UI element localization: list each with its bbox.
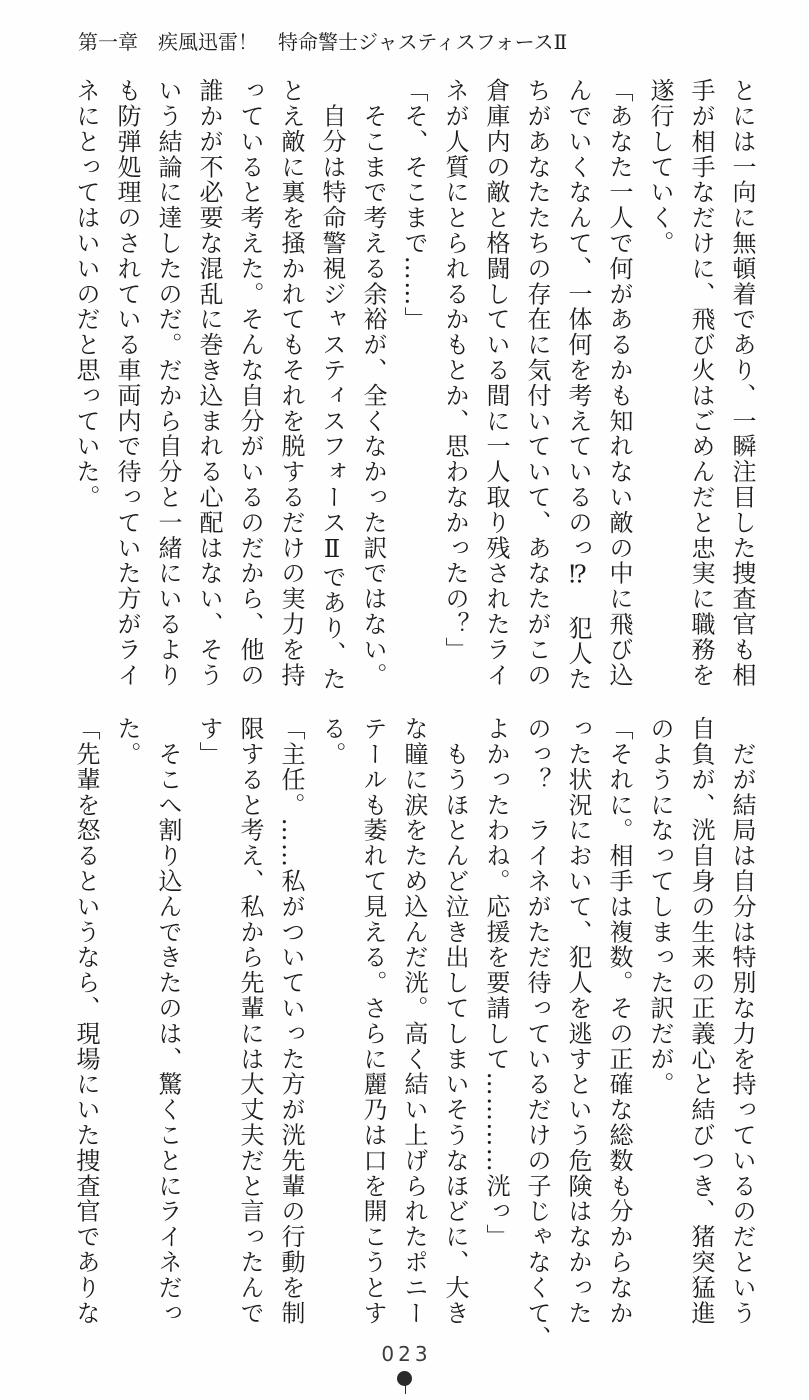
text-line: よかったわね。応援を要請して…………洸っ」 bbox=[482, 716, 510, 1250]
text-line: 「あなた一人で何があるかも知れない敵の中に飛び込 bbox=[605, 78, 633, 688]
text-line: 誰かが不必要な混乱に巻き込まれる心配はない、そう bbox=[195, 78, 223, 688]
text-line: もうほとんど泣き出してしまいそうなほどに、大き bbox=[441, 716, 469, 1326]
text-line: 手が相手なだけに、飛び火はごめんだと忠実に職務を bbox=[687, 78, 715, 688]
top-text-block bbox=[62, 78, 762, 698]
page-footer bbox=[0, 1342, 809, 1386]
text-line: のっ？ ライネがただ待っているだけの子じゃなくて、 bbox=[523, 716, 551, 1351]
text-line: 自負が、洸自身の生来の正義心と結びつき、猪突猛進 bbox=[687, 716, 715, 1326]
text-line: ちがあなたたちの存在に気付いていて、あなたがこの bbox=[523, 78, 551, 688]
page-marker-dot bbox=[397, 1371, 412, 1386]
text-line: だが結局は自分は特別な力を持っているのだという bbox=[728, 716, 756, 1326]
text-line: る。 bbox=[318, 716, 346, 767]
text-line: 「そ、そこまで……」 bbox=[400, 78, 428, 332]
text-line: んでいくなんて、一体何を考えているのっ⁉ 犯人た bbox=[564, 78, 592, 692]
text-line: ネにとってはいいのだと思っていた。 bbox=[72, 78, 100, 510]
bottom-text-block bbox=[62, 716, 762, 1351]
text-line: いう結論に達したのだ。だから自分と一緒にいるより bbox=[154, 78, 182, 688]
text-line: っていると考えた。そんな自分がいるのだから、他の bbox=[236, 78, 264, 688]
text-line: そこまで考える余裕が、全くなかった訳ではない。 bbox=[359, 78, 387, 688]
text-line: とには一向に無頓着であり、一瞬注目した捜査官も相 bbox=[728, 78, 756, 688]
text-line: そこへ割り込んできたのは、驚くことにライネだっ bbox=[154, 716, 182, 1326]
text-line: ネが人質にとられるかもとか、思わなかったの？」 bbox=[441, 78, 469, 663]
text-line: 倉庫内の敵と格闘している間に一人取り残されたライ bbox=[482, 78, 510, 688]
text-line: も防弾処理のされている車両内で待っていた方がライ bbox=[113, 78, 141, 688]
text-line: な瞳に涙をため込んだ洸。高く結い上げられたポニー bbox=[400, 716, 428, 1326]
text-line: った状況において、犯人を逃すという危険はなかった bbox=[564, 716, 592, 1326]
text-line: 「それに。相手は複数。その正確な総数も分からなか bbox=[605, 716, 633, 1326]
text-line: 遂行していく。 bbox=[646, 78, 674, 256]
text-line: 限すると考え、私から先輩には大丈夫だと言ったんで bbox=[236, 716, 264, 1326]
chapter-header: 第一章 疾風迅雷！ 特命警士ジャスティスフォースⅡ bbox=[78, 30, 568, 54]
text-line: 「主任。……私がついていった方が洸先輩の行動を制 bbox=[277, 716, 305, 1326]
text-line: 自分は特命警視ジャスティスフォースⅡであり、た bbox=[318, 78, 346, 692]
text-line: 「先輩を怒るというなら、現場にいた捜査官でありな bbox=[72, 716, 100, 1326]
text-line: た。 bbox=[113, 716, 141, 767]
text-line: とえ敵に裏を掻かれてもそれを脱するだけの実力を持 bbox=[277, 78, 305, 688]
text-line: テールも萎れて見える。さらに麗乃は口を開こうとす bbox=[359, 716, 387, 1326]
text-line: のようになってしまった訳だが。 bbox=[646, 716, 674, 1097]
page-number: 023 bbox=[381, 1342, 432, 1366]
text-line: す」 bbox=[195, 716, 223, 767]
